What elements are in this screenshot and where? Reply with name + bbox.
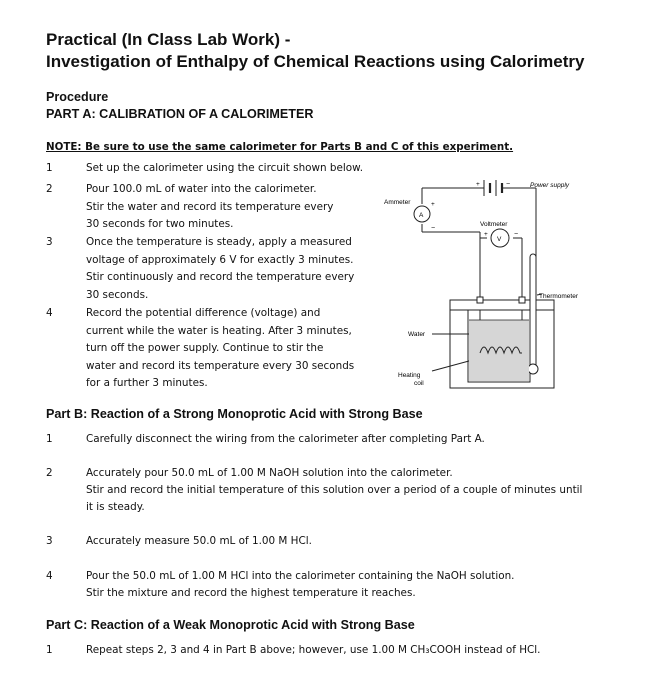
part-b-heading: Part B: Reaction of a Strong Monoprotic Acid with Strong Base <box>46 407 423 421</box>
voltmeter-symbol-letter: V <box>497 236 502 243</box>
part-a-step-4-line: current while the water is heating. After 3 minutes, <box>86 324 352 337</box>
part-a-step-3-line: 30 seconds. <box>86 288 149 301</box>
battery-plus: + <box>476 181 480 188</box>
power-supply-label: Power supply <box>530 182 570 189</box>
ammeter-label: Ammeter <box>384 199 411 206</box>
part-a-step-1-number: 1 <box>46 162 53 174</box>
part-b-step-4-number: 4 <box>46 570 53 582</box>
voltmeter-label: Voltmeter <box>480 221 508 228</box>
voltmeter-plus: + <box>484 231 488 238</box>
battery-minus: − <box>506 181 511 188</box>
part-a-step-3-line: Stir continuously and record the temperature every <box>86 271 355 283</box>
thermometer <box>530 254 536 369</box>
part-b-step-2-line: it is steady. <box>86 501 145 513</box>
water-label: Water <box>408 331 426 338</box>
part-a-step-2-line: Pour 100.0 mL of water into the calorimeter. <box>86 183 317 195</box>
heating-coil-label-line-2: coil <box>414 380 424 387</box>
part-c-step-1-line: Repeat steps 2, 3 and 4 in Part B above; however, use 1.00 M CH₃COOH instead of HCl. <box>86 644 541 656</box>
calorimeter-circuit-diagram <box>380 170 620 400</box>
part-a-step-3-line: Once the temperature is steady, apply a measured <box>86 236 352 248</box>
part-b-step-1-number: 1 <box>46 433 53 445</box>
calorimeter-lid <box>450 300 554 310</box>
part-b-step-2-line: Accurately pour 50.0 mL of 1.00 M NaOH solution into the calorimeter. <box>86 467 453 479</box>
part-a-step-4-line: Record the potential difference (voltage) and <box>86 307 321 319</box>
part-b-step-3-line: Accurately measure 50.0 mL of 1.00 M HCl. <box>86 535 312 547</box>
ammeter-plus: + <box>431 201 435 208</box>
heating-coil-label-line-1: Heating <box>398 372 421 379</box>
ammeter-minus: − <box>431 225 436 232</box>
voltmeter-minus: − <box>514 231 519 238</box>
part-a-step-3-line: voltage of approximately 6 V for exactly 3 minutes. <box>86 253 354 266</box>
procedure-label: Procedure <box>46 90 109 104</box>
title-line-1: Practical (In Class Lab Work) - <box>46 30 291 49</box>
part-a-step-1-line: Set up the calorimeter using the circuit shown below. <box>86 162 363 174</box>
title-line-2: Investigation of Enthalpy of Chemical Reactions using Calorimetry <box>46 52 585 71</box>
note: NOTE: Be sure to use the same calorimeter for Parts B and C of this experiment. <box>46 141 514 153</box>
part-a-step-4-line: for a further 3 minutes. <box>86 377 208 389</box>
part-a-step-4-number: 4 <box>46 307 53 319</box>
thermometer-bulb <box>528 364 538 374</box>
part-b-step-3-number: 3 <box>46 535 53 547</box>
terminal <box>519 297 525 303</box>
part-c-step-1-number: 1 <box>46 644 53 656</box>
part-b-step-4-line: Stir the mixture and record the highest temperature it reaches. <box>86 587 416 599</box>
part-b-step-2-number: 2 <box>46 467 53 479</box>
part-a-step-4-line: water and record its temperature every 30 seconds <box>86 359 355 372</box>
terminal <box>477 297 483 303</box>
part-a-step-2-number: 2 <box>46 183 53 195</box>
part-b-step-4-line: Pour the 50.0 mL of 1.00 M HCl into the calorimeter containing the NaOH solution. <box>86 570 515 582</box>
part-a-step-2-line: Stir the water and record its temperature every <box>86 200 334 213</box>
part-a-step-2-line: 30 seconds for two minutes. <box>86 218 234 230</box>
water-fill <box>469 320 529 381</box>
part-c-heading: Part C: Reaction of a Weak Monoprotic Acid with Strong Base <box>46 618 415 632</box>
part-a-heading: PART A: CALIBRATION OF A CALORIMETER <box>46 107 314 121</box>
part-a-step-3-number: 3 <box>46 236 53 248</box>
part-b-step-1-line: Carefully disconnect the wiring from the calorimeter after completing Part A. <box>86 433 485 445</box>
ammeter-symbol-letter: A <box>419 212 424 219</box>
part-b-step-2-line: Stir and record the initial temperature of this solution over a period of a couple of minutes until <box>86 484 583 496</box>
part-a-step-4-line: turn off the power supply. Continue to stir the <box>86 342 324 354</box>
thermometer-label: Thermometer <box>539 293 579 300</box>
